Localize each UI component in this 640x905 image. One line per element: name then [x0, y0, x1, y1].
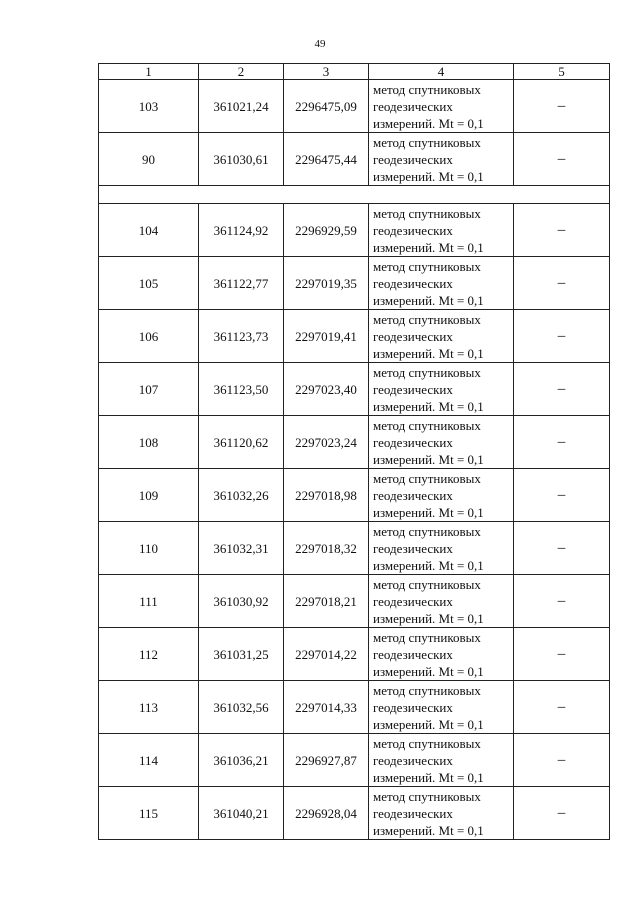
method-line: геодезических [373, 646, 453, 662]
method-cell [369, 522, 514, 575]
method-line: геодезических [373, 222, 453, 238]
col5-cell: – [514, 204, 610, 257]
y-coordinate-cell: 2297014,33 [284, 681, 369, 734]
method-line: измерений. Mt = 0,1 [373, 292, 484, 308]
y-coordinate-cell: 2296927,87 [284, 734, 369, 787]
point-number-cell: 115 [99, 787, 199, 840]
col5-cell: – [514, 734, 610, 787]
point-number-cell: 106 [99, 310, 199, 363]
col5-cell: – [514, 628, 610, 681]
table-row [99, 80, 610, 133]
method-line: измерений. Mt = 0,1 [373, 239, 484, 255]
table-row [99, 681, 610, 734]
header-cell-1: 1 [99, 64, 199, 80]
method-line: измерений. Mt = 0,1 [373, 345, 484, 361]
method-line: измерений. Mt = 0,1 [373, 451, 484, 467]
col5-cell: – [514, 80, 610, 133]
method-line: метод спутниковых [373, 682, 481, 698]
header-cell-4: 4 [369, 64, 514, 80]
method-line: геодезических [373, 805, 453, 821]
method-cell [369, 80, 514, 133]
method-line: измерений. Mt = 0,1 [373, 822, 484, 838]
method-line: геодезических [373, 752, 453, 768]
col5-cell: – [514, 469, 610, 522]
method-line: метод спутниковых [373, 417, 481, 433]
separator-row [99, 186, 610, 204]
method-line: измерений. Mt = 0,1 [373, 115, 484, 131]
method-line: геодезических [373, 699, 453, 715]
point-number-cell: 110 [99, 522, 199, 575]
method-line: геодезических [373, 98, 453, 114]
table-row [99, 787, 610, 840]
col5-cell: – [514, 575, 610, 628]
x-coordinate-cell: 361030,61 [199, 133, 284, 186]
method-line: измерений. Mt = 0,1 [373, 398, 484, 414]
x-coordinate-cell: 361122,77 [199, 257, 284, 310]
col5-cell: – [514, 416, 610, 469]
col5-cell: – [514, 257, 610, 310]
method-cell [369, 575, 514, 628]
method-cell [369, 133, 514, 186]
x-coordinate-cell: 361032,26 [199, 469, 284, 522]
header-cell-3: 3 [284, 64, 369, 80]
header-cell-5: 5 [514, 64, 610, 80]
x-coordinate-cell: 361036,21 [199, 734, 284, 787]
method-line: измерений. Mt = 0,1 [373, 557, 484, 573]
method-line: метод спутниковых [373, 205, 481, 221]
y-coordinate-cell: 2296475,44 [284, 133, 369, 186]
table-row [99, 628, 610, 681]
method-line: измерений. Mt = 0,1 [373, 168, 484, 184]
method-line: геодезических [373, 593, 453, 609]
method-cell [369, 628, 514, 681]
method-cell [369, 787, 514, 840]
method-cell [369, 257, 514, 310]
x-coordinate-cell: 361032,56 [199, 681, 284, 734]
y-coordinate-cell: 2297019,35 [284, 257, 369, 310]
method-line: метод спутниковых [373, 470, 481, 486]
method-line: метод спутниковых [373, 364, 481, 380]
header-row [99, 64, 610, 80]
point-number-cell: 109 [99, 469, 199, 522]
point-number-cell: 112 [99, 628, 199, 681]
method-line: измерений. Mt = 0,1 [373, 716, 484, 732]
x-coordinate-cell: 361123,73 [199, 310, 284, 363]
point-number-cell: 90 [99, 133, 199, 186]
method-line: геодезических [373, 487, 453, 503]
col5-cell: – [514, 363, 610, 416]
y-coordinate-cell: 2296928,04 [284, 787, 369, 840]
method-line: метод спутниковых [373, 258, 481, 274]
x-coordinate-cell: 361040,21 [199, 787, 284, 840]
method-line: измерений. Mt = 0,1 [373, 663, 484, 679]
separator-cell [99, 186, 610, 204]
table-row [99, 363, 610, 416]
header-cell-2: 2 [199, 64, 284, 80]
y-coordinate-cell: 2297023,24 [284, 416, 369, 469]
method-line: геодезических [373, 151, 453, 167]
x-coordinate-cell: 361021,24 [199, 80, 284, 133]
table-row [99, 734, 610, 787]
method-line: измерений. Mt = 0,1 [373, 610, 484, 626]
method-cell [369, 310, 514, 363]
point-number-cell: 107 [99, 363, 199, 416]
col5-cell: – [514, 681, 610, 734]
y-coordinate-cell: 2297018,21 [284, 575, 369, 628]
y-coordinate-cell: 2297023,40 [284, 363, 369, 416]
table-row [99, 575, 610, 628]
point-number-cell: 113 [99, 681, 199, 734]
method-cell [369, 363, 514, 416]
col5-cell: – [514, 310, 610, 363]
col5-cell: – [514, 133, 610, 186]
method-line: геодезических [373, 328, 453, 344]
x-coordinate-cell: 361032,31 [199, 522, 284, 575]
method-line: метод спутниковых [373, 788, 481, 804]
y-coordinate-cell: 2297014,22 [284, 628, 369, 681]
method-line: геодезических [373, 381, 453, 397]
table-row [99, 469, 610, 522]
method-line: метод спутниковых [373, 311, 481, 327]
method-line: метод спутниковых [373, 629, 481, 645]
x-coordinate-cell: 361124,92 [199, 204, 284, 257]
method-line: метод спутниковых [373, 523, 481, 539]
point-number-cell: 114 [99, 734, 199, 787]
y-coordinate-cell: 2297019,41 [284, 310, 369, 363]
method-cell [369, 469, 514, 522]
point-number-cell: 104 [99, 204, 199, 257]
method-cell [369, 734, 514, 787]
method-line: метод спутниковых [373, 735, 481, 751]
x-coordinate-cell: 361030,92 [199, 575, 284, 628]
method-cell [369, 416, 514, 469]
method-line: метод спутниковых [373, 134, 481, 150]
method-cell [369, 204, 514, 257]
coordinates-table [98, 63, 610, 840]
table-row [99, 522, 610, 575]
table-row [99, 310, 610, 363]
table-row [99, 204, 610, 257]
col5-cell: – [514, 787, 610, 840]
method-cell [369, 681, 514, 734]
point-number-cell: 111 [99, 575, 199, 628]
page-number: 49 [314, 38, 326, 50]
method-line: метод спутниковых [373, 576, 481, 592]
method-line: геодезических [373, 434, 453, 450]
method-line: геодезических [373, 540, 453, 556]
method-line: измерений. Mt = 0,1 [373, 504, 484, 520]
method-line: метод спутниковых [373, 81, 481, 97]
table-row [99, 416, 610, 469]
col5-cell: – [514, 522, 610, 575]
point-number-cell: 108 [99, 416, 199, 469]
method-line: геодезических [373, 275, 453, 291]
table-row [99, 257, 610, 310]
point-number-cell: 103 [99, 80, 199, 133]
method-line: измерений. Mt = 0,1 [373, 769, 484, 785]
x-coordinate-cell: 361123,50 [199, 363, 284, 416]
y-coordinate-cell: 2297018,32 [284, 522, 369, 575]
x-coordinate-cell: 361031,25 [199, 628, 284, 681]
point-number-cell: 105 [99, 257, 199, 310]
y-coordinate-cell: 2297018,98 [284, 469, 369, 522]
y-coordinate-cell: 2296929,59 [284, 204, 369, 257]
y-coordinate-cell: 2296475,09 [284, 80, 369, 133]
x-coordinate-cell: 361120,62 [199, 416, 284, 469]
table-row [99, 133, 610, 186]
